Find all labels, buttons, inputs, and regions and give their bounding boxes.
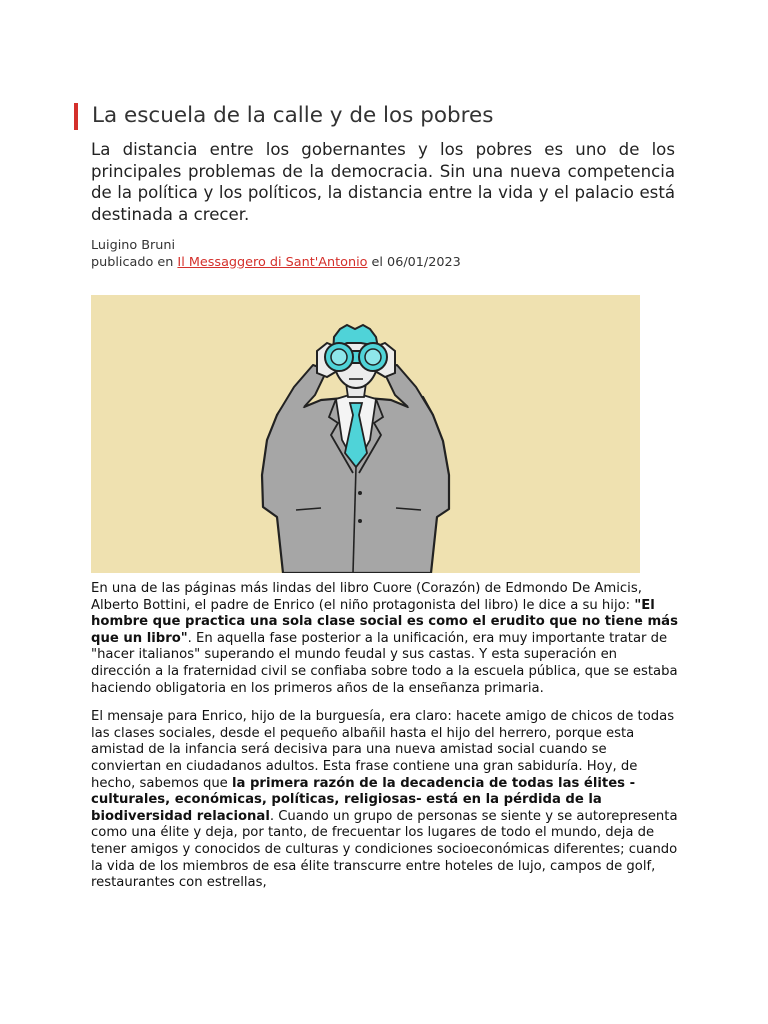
paragraph-1: [91, 581, 679, 697]
binoculars-man-illustration: [91, 295, 640, 573]
publication-line: [91, 255, 651, 272]
title-accent-bar: [74, 103, 78, 130]
author-name: Luigino Bruni: [91, 238, 176, 253]
paragraph-2-text-b: . Cuando un grupo de personas se siente y se autorepresenta como una élite y deja, por tanto, de frecuentar los lugares de todo el mundo, deja de tener amigos y conocidos de culturas y condiciones socioeconómicas diferentes; cuando la vida de los miembros de esa élite transcurre entre hoteles de lujo, campos de golf, restaurantes con estrellas,: [91, 808, 678, 891]
paragraph-1-text-b: . En aquella fase posterior a la unificación, era muy importante tratar de "hacer italianos" superando el mundo feudal y sus castas. Y esta superación en dirección a la fraternidad civil se confiaba sobre todo a la escuela pública, que se estaba haciendo obligatoria en los primeros años de la enseñanza primaria.: [91, 630, 678, 696]
article-meta: [91, 238, 651, 271]
paragraph-2: [91, 709, 679, 892]
published-prefix: publicado en: [91, 254, 178, 270]
published-date: el 06/01/2023: [367, 254, 461, 270]
article-body: [91, 581, 679, 904]
paragraph-1-text-a: En una de las páginas más lindas del libro Cuore (Corazón) de Edmondo De Amicis, Alberto Bottini, el padre de Enrico (el niño protagonista del libro) le dice a su hijo:: [91, 581, 642, 613]
article-subtitle: La distancia entre los gobernantes y los pobres es uno de los principales problemas de la democracia. Sin una nueva competencia de la política y los políticos, la distancia entre la vida y el palacio está destinada a crecer.: [91, 140, 675, 224]
paragraph-2-text-a: El mensaje para Enrico, hijo de la burguesía, era claro: hacete amigo de chicos de todas las clases sociales, desde el pequeño albañil hasta el hijo del herrero, porque esta amistad de la infancia será decisiva para una nueva amistad social cuando se conviertan en ciudadanos adultos. Esta frase contiene una gran sabiduría. Hoy, de hecho, sabemos que: [91, 709, 675, 791]
paragraph-2-bold-statement: la primera razón de la decadencia de todas las élites -culturales, económicas, políticas, religiosas- está en la pérdida de la biodiversidad relacional: [91, 775, 636, 824]
article-illustration: [91, 295, 640, 573]
paragraph-1-bold-quote: "El hombre que practica una sola clase social es como el erudito que no tiene más que un libro": [91, 597, 678, 646]
publication-link[interactable]: Il Messaggero di Sant'Antonio: [177, 254, 368, 270]
article-title: La escuela de la calle y de los pobres: [92, 103, 494, 128]
